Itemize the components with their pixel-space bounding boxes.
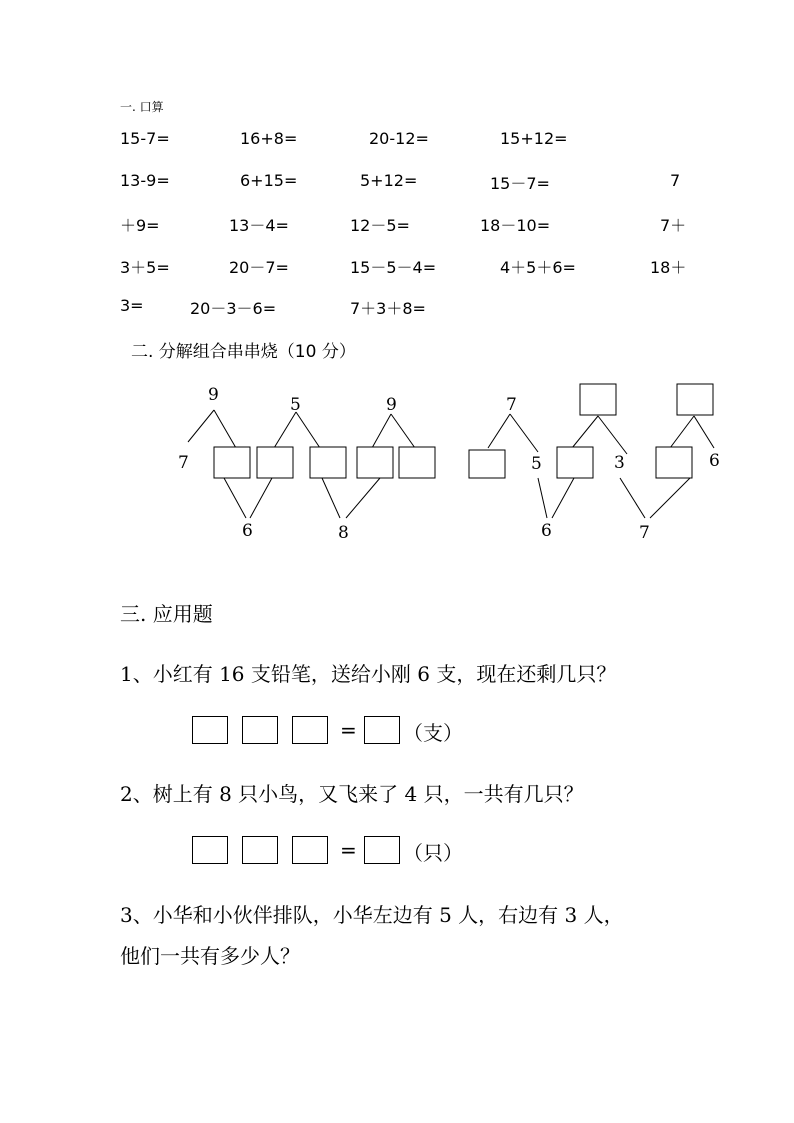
tree-number: 9 <box>386 395 397 415</box>
tree-number: 6 <box>709 451 720 471</box>
problem-5-3: 7＋3＋8= <box>350 299 426 318</box>
problem-2-5: 7 <box>670 171 681 190</box>
branch-line <box>488 414 510 448</box>
problem-2-1: 13-9= <box>120 171 170 190</box>
answer-box[interactable] <box>192 836 228 864</box>
tree-number: 6 <box>541 521 552 541</box>
branch-line <box>322 478 340 518</box>
tree-number: 5 <box>290 395 301 415</box>
branch-line <box>250 478 272 518</box>
answer-box[interactable] <box>292 716 328 744</box>
tree-number: 5 <box>531 454 542 474</box>
tree-number: 8 <box>338 523 349 543</box>
branch-line <box>552 478 574 518</box>
problem-1-1: 15-7= <box>120 129 170 148</box>
branch-line <box>510 414 538 452</box>
branch-line <box>372 414 391 448</box>
problem-3-1: ＋9= <box>120 216 160 235</box>
branch-line <box>346 478 380 518</box>
answer-box[interactable] <box>557 447 593 478</box>
answer-box[interactable] <box>580 384 616 415</box>
problem-1-4: 15+12= <box>500 129 568 148</box>
tree-number: 7 <box>506 395 517 415</box>
branch-line <box>538 478 547 518</box>
problem-1-text: 1、小红有 16 支铅笔，送给小刚 6 支，现在还剩几只？ <box>120 662 617 686</box>
tree-number: 7 <box>639 523 650 543</box>
answer-box[interactable] <box>656 447 692 478</box>
answer-box[interactable] <box>357 447 393 478</box>
problem-5-1: 3= <box>120 296 144 315</box>
answer-box[interactable] <box>364 716 400 744</box>
unit-label: （支） <box>403 721 463 745</box>
answer-box[interactable] <box>677 384 713 415</box>
branch-line <box>670 416 694 448</box>
equals-sign: = <box>340 838 357 862</box>
branch-line <box>296 412 320 448</box>
problem-2-4: 15－7= <box>490 174 550 193</box>
answer-box[interactable] <box>399 447 435 478</box>
answer-box[interactable] <box>469 450 505 478</box>
problem-3-5: 7＋ <box>660 216 687 235</box>
answer-box[interactable] <box>214 447 250 478</box>
section2-title: 二. 分解组合串串烧（10 分） <box>131 342 356 362</box>
problem-2-2: 6+15= <box>240 171 298 190</box>
branch-line <box>694 416 714 448</box>
answer-box[interactable] <box>257 447 293 478</box>
branch-line <box>391 414 415 448</box>
decomposition-diagram <box>0 370 794 570</box>
problem-1-2: 16+8= <box>240 129 298 148</box>
branch-line <box>214 410 236 448</box>
answer-box[interactable] <box>292 836 328 864</box>
answer-box[interactable] <box>242 716 278 744</box>
problem-3-4: 18－10= <box>480 216 551 235</box>
problem-2-text: 2、树上有 8 只小鸟，又飞来了 4 只，一共有几只？ <box>120 782 584 806</box>
branch-line <box>188 410 214 442</box>
problem-4-4: 4＋5＋6= <box>500 258 576 277</box>
branch-line <box>650 478 690 518</box>
answer-box[interactable] <box>192 716 228 744</box>
equals-sign: = <box>340 718 357 742</box>
problem-4-2: 20－7= <box>229 258 289 277</box>
branch-line <box>572 416 598 448</box>
problem-3-3: 12－5= <box>350 216 410 235</box>
problem-2-3: 5+12= <box>360 171 418 190</box>
problem-4-3: 15－5－4= <box>350 258 437 277</box>
answer-box[interactable] <box>310 447 346 478</box>
branch-line <box>598 416 627 454</box>
tree-number: 7 <box>178 453 189 473</box>
section1-title: 一. 口算 <box>120 100 164 114</box>
answer-box[interactable] <box>364 836 400 864</box>
unit-label: （只） <box>403 841 463 865</box>
problem-3-text-line2: 他们一共有多少人？ <box>120 944 300 968</box>
problem-5-2: 20－3－6= <box>190 299 277 318</box>
branch-line <box>274 412 296 448</box>
tree-number: 9 <box>208 385 219 405</box>
problem-3-2: 13－4= <box>229 216 289 235</box>
branch-line <box>620 478 645 518</box>
problem-3-text-line1: 3、小华和小伙伴排队，小华左边有 5 人，右边有 3 人， <box>120 903 624 927</box>
branch-line <box>224 478 246 518</box>
tree-number: 6 <box>242 521 253 541</box>
section3-title: 三. 应用题 <box>120 602 213 626</box>
problem-4-5: 18＋ <box>650 258 687 277</box>
problem-1-3: 20-12= <box>369 129 429 148</box>
tree-number: 3 <box>614 453 625 473</box>
answer-box[interactable] <box>242 836 278 864</box>
problem-4-1: 3＋5= <box>120 258 170 277</box>
